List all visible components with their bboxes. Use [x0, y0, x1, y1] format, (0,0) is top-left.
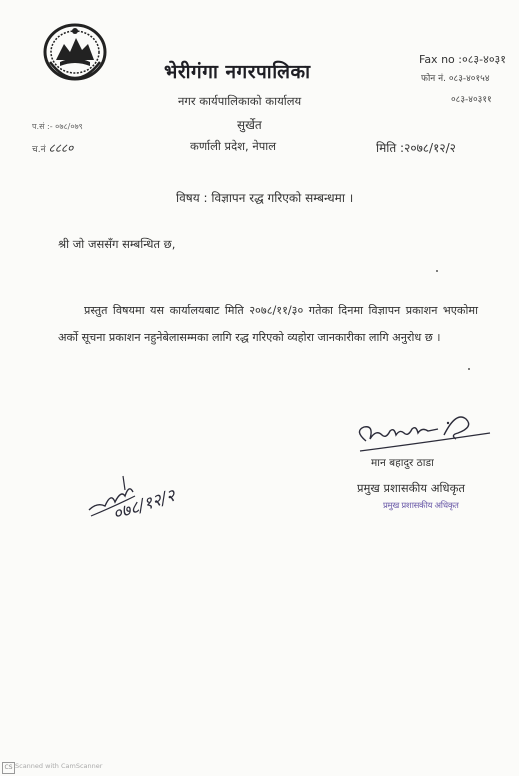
- signatory-title: प्रमुख प्रशासकीय अधिकृत: [357, 481, 465, 495]
- dispatch-label: च.नं: [32, 145, 46, 155]
- letter-subject: विषय : विज्ञापन रद्ध गरिएको सम्बन्धमा ।: [176, 191, 354, 205]
- municipality-title: भेरीगंगा नगरपालिका: [164, 61, 311, 83]
- signature-scribble-icon: [352, 409, 492, 459]
- speck: [468, 368, 470, 370]
- signatory-stamp: प्रमुख प्रशासकीय अधिकृत: [383, 501, 459, 511]
- nepal-emblem-icon: [42, 22, 108, 82]
- letter-salutation: श्री जो जससँग सम्बन्धित छ,: [58, 237, 176, 251]
- letter-date: मिति :२०७८/१२/२: [376, 141, 456, 155]
- phone-number-2: ०८३-४०३११: [451, 95, 492, 105]
- handwritten-initials-icon: [85, 462, 200, 528]
- speck: [436, 270, 438, 272]
- scanner-footer: Scanned with CamScanner: [15, 762, 103, 770]
- camscanner-logo-icon: CS: [2, 762, 15, 774]
- handwritten-date: ०७८/१२/२: [110, 485, 178, 525]
- signatory-name: मान बहादुर ठाडा: [371, 457, 434, 469]
- fax-number: Fax no :०८३-४०३१: [419, 53, 506, 66]
- dispatch-number: [32, 139, 73, 156]
- province-name: कर्णाली प्रदेश, नेपाल: [190, 139, 277, 153]
- phone-number-1: फोन नं. ०८३-४०१५४: [421, 74, 490, 84]
- dispatch-value: ८८८०: [48, 141, 74, 155]
- city-name: सुर्खेत: [237, 118, 262, 132]
- office-name: नगर कार्यपालिकाको कार्यालय: [178, 94, 302, 108]
- letter-reference-number: प.सं :- ०७८/०७९: [32, 122, 83, 131]
- letter-body: प्रस्तुत विषयमा यस कार्यालयबाट मिति २०७८/११/३० गतेका दिनमा विज्ञापन प्रकाशन भएकोमा अर्को सूचना प्रकाशन नहुनेबेलासम्मका लागि रद्ध गरिएको व्यहोरा जानकारीका लागि अनुरोध छ ।: [58, 304, 478, 344]
